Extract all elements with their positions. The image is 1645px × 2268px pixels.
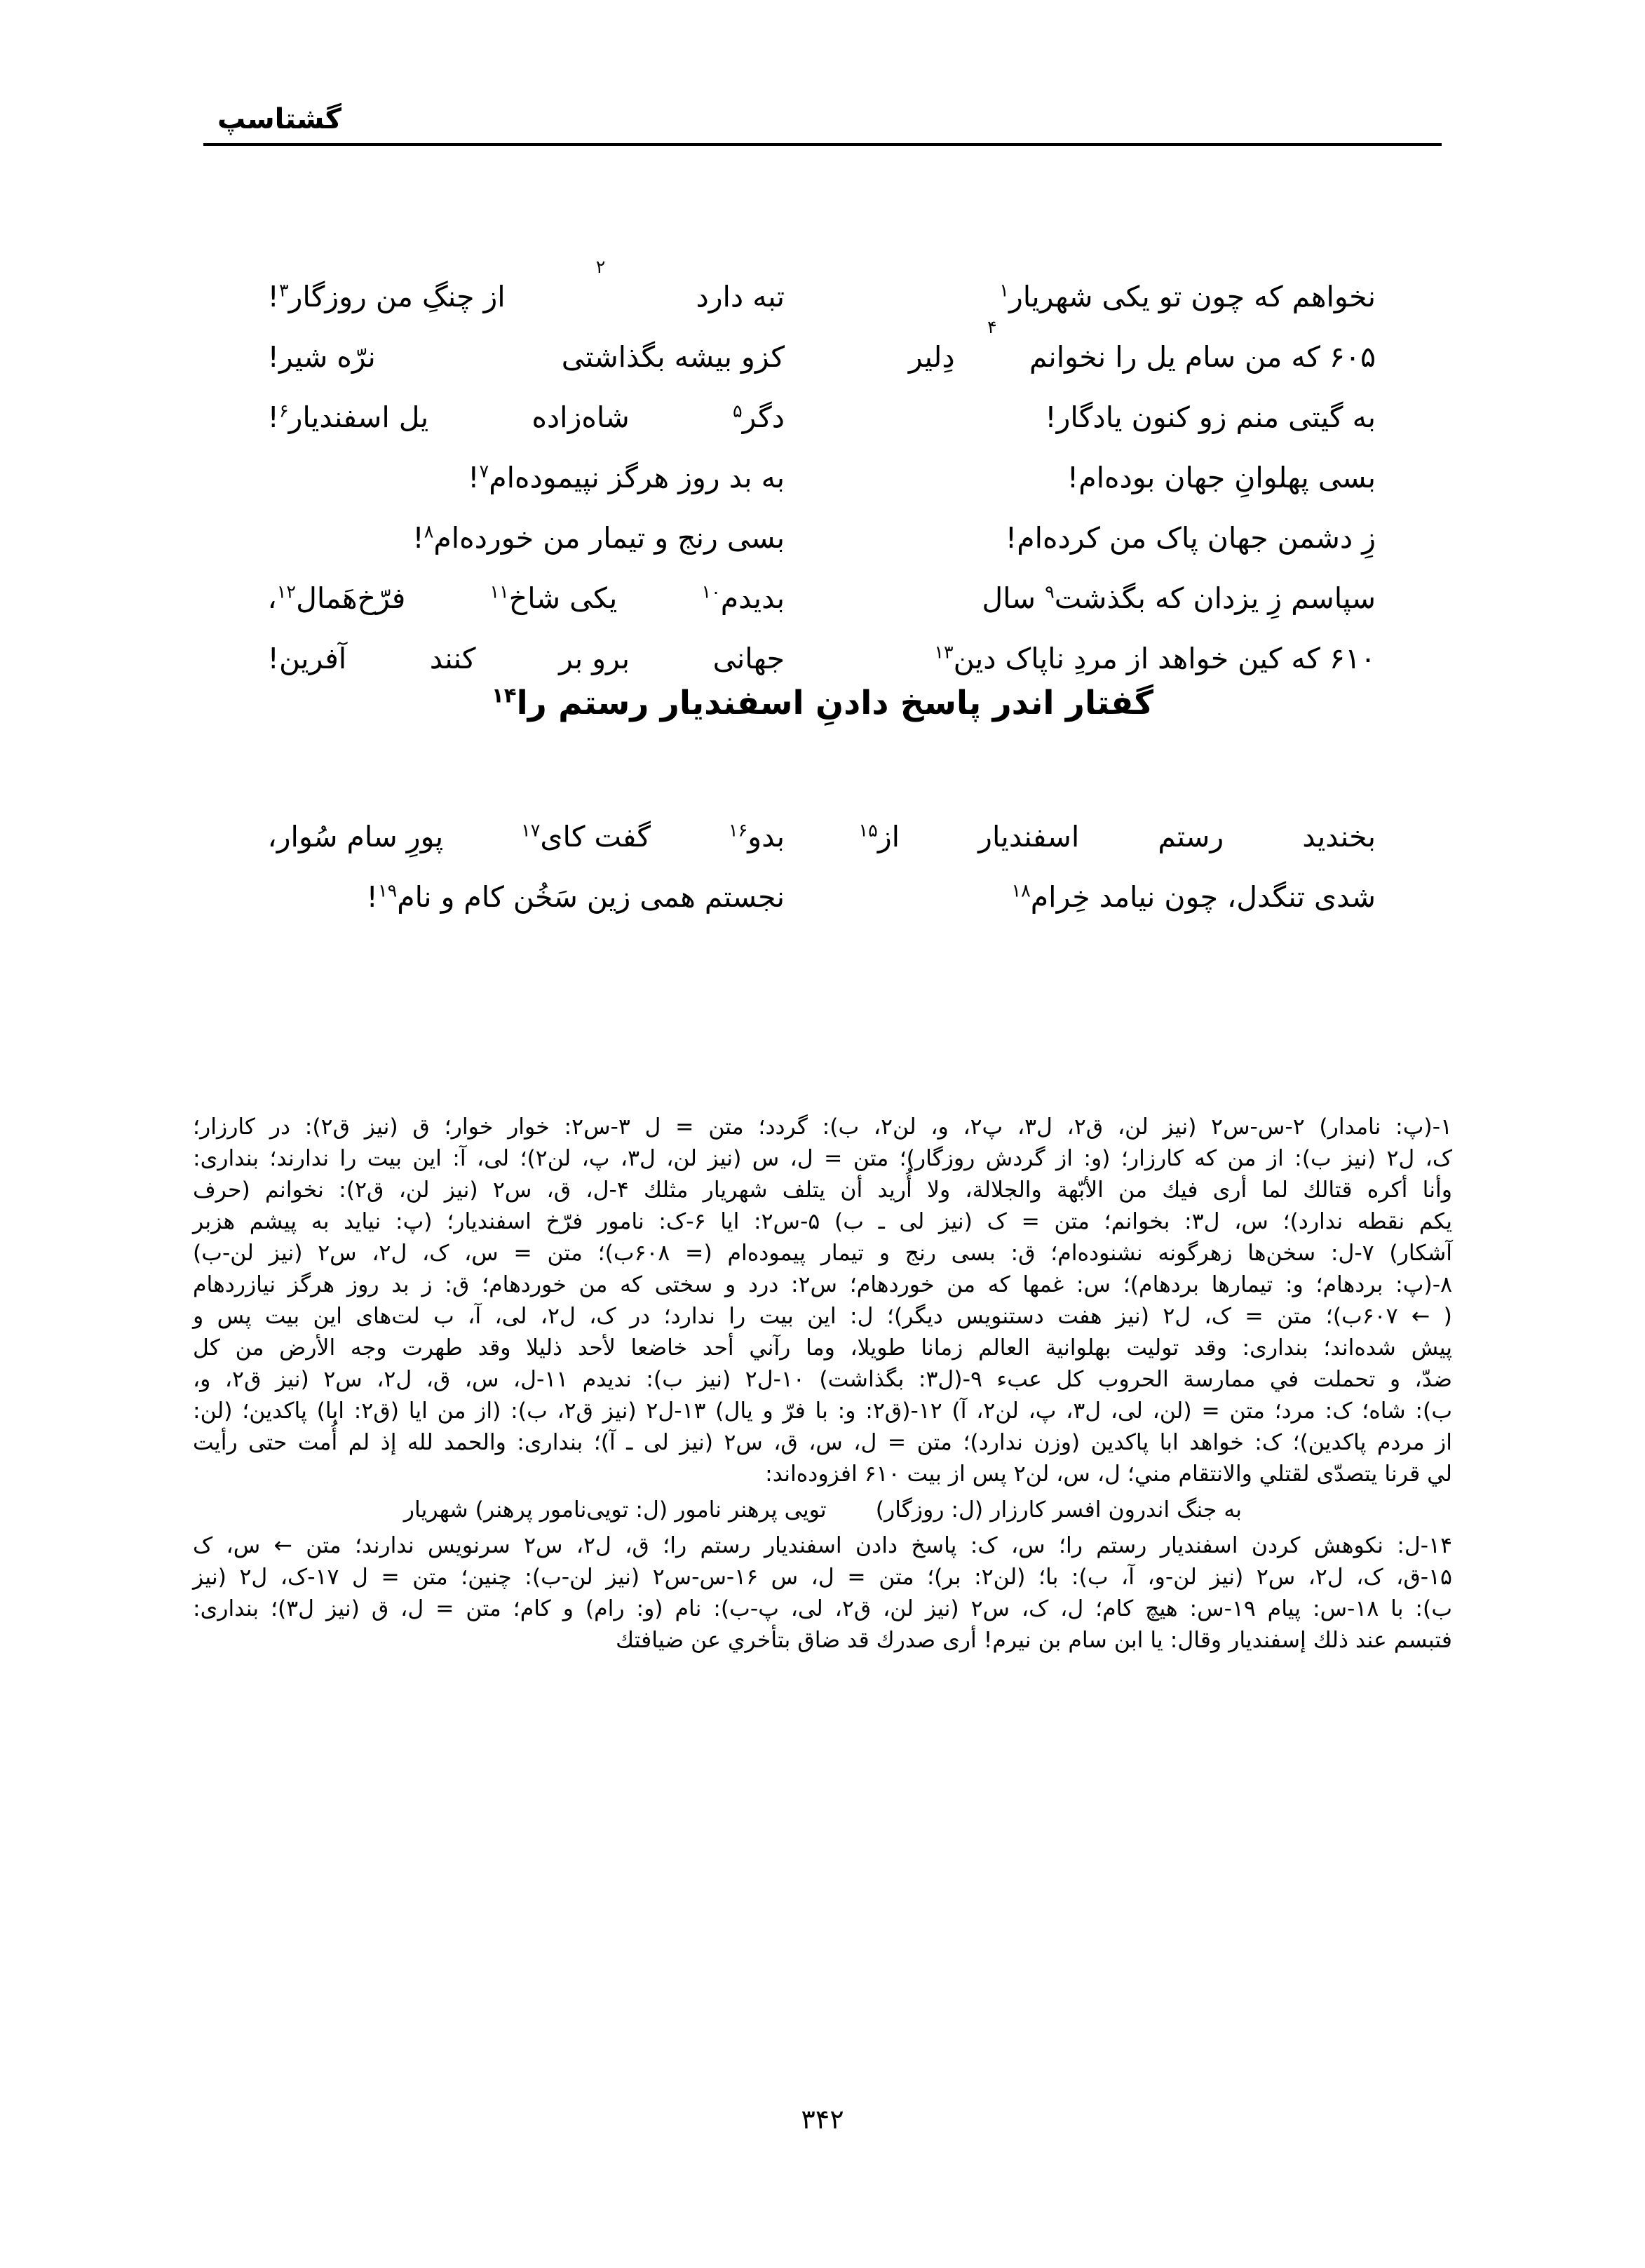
hemistich-left	[229, 387, 820, 447]
hemistich-text: بسی رنج و تیمار من خورده‌ام	[433, 521, 785, 555]
footnote-marker: ۱۶	[728, 819, 748, 841]
page-number: ۳۴۲	[801, 2104, 844, 2135]
hemistich-right	[820, 387, 1379, 447]
hemistich-right	[820, 316, 1379, 387]
apparatus-line: ۱۵-ق، ک، ل۲، س۲ (نیز لن-و، آ، ب): با؛ (لن۲: بر)؛ متن = ل، س ۱۶-س-س۲ (نیز لن-ب): چنین؛ متن = ل ۱۷-ک، ل۲ (نیز	[193, 1565, 1452, 1590]
footnote-marker: ۸	[424, 520, 434, 542]
apparatus-line: ب): شاه؛ ک: مرد؛ متن = (لن، لی، ل۳، پ، لن۲، آ) ۱۲-(ق۲: و: با فرّ و یال) ۱۳-ل۲ (نیز ق۲، ب): (از من ایا (ق۲: ابا) پاکدین؛ (لن:	[193, 1398, 1452, 1424]
hemistich-text: تبه دارد	[696, 280, 785, 313]
apparatus-line: ۱-(پ: نامدار) ۲-س-س۲ (نیز لن، ق۲، ل۳، پ۲، و، لن۲، ب): گردد؛ متن = ل ۳-س۲: خوار خوار؛ ق (نیز ق۲): در کارزار؛	[193, 1114, 1452, 1140]
hemistich-left	[229, 327, 820, 387]
apparatus-line: لي قرنا يتصدّى لقتلي والانتقام مني؛ ل، س، لن۲ پس از بیت ۶۱۰ افزوده‌اند:	[765, 1462, 1452, 1487]
hemistich-left	[229, 447, 820, 508]
footnote-marker: ۱۲	[276, 581, 297, 602]
apparatus-line: ب): با ۱۸-س: پیام ۱۹-س: هیچ کام؛ ل، ک، س۲ (نیز لن، ق۲، لی، پ-ب): نام (و: رام) و کام؛ متن = ل، ق (نیز ل۳)؛ بنداری:	[193, 1596, 1452, 1621]
hemistich-text: شدی تنگدل، چون نیامد خِرام	[1030, 880, 1376, 914]
apparatus-verse-hemistich-right: به جنگ اندرون افسر کارزار (ل: روزگار)	[875, 1497, 1242, 1523]
hemistich-suffix: !	[267, 280, 279, 313]
header-divider	[203, 143, 1442, 146]
hemistich-text: نرّه شیر!	[267, 340, 376, 374]
apparatus-line: ۸-(پ: بردهام؛ و: تیمارها بردهام)؛ س: غمها که من خوردهام؛ س۲: درد و سختی که من خوردهام؛ ق: ز بد روز هرگز نیازردهام	[193, 1272, 1453, 1297]
verse-couplet	[266, 316, 1379, 387]
hemistich-text: از	[877, 820, 900, 853]
hemistich-text: کنند	[429, 642, 476, 675]
hemistich-text: بخندید	[1302, 820, 1376, 853]
apparatus-line: ک، ل۲ (نیز ب): از من که کارزار؛ (و: از گردش روزگار)؛ متن = ل، س (نیز لن، ل۳، پ، لن۲)؛ لی، آ: این بیت را ندارند؛ بنداری:	[193, 1146, 1453, 1171]
hemistich-text: نخواهم که چون تو یکی شهریار	[1008, 280, 1376, 313]
hemistich-text: رستم	[1158, 820, 1224, 853]
hemistich-suffix: !	[366, 880, 378, 914]
hemistich-text: ۶۱۰ که کین خواهد از مردِ ناپاک دین	[953, 642, 1376, 675]
verse-couplet	[266, 628, 1379, 689]
apparatus-line: فتبسم عند ذلك إسفنديار وقال: يا ابن سام بن نيرم! أرى صدرك قد ضاق بتأخري عن ضيافتك	[616, 1628, 1452, 1653]
apparatus-inline-verse	[193, 1490, 1452, 1530]
hemistich-text: از چنگِ من روزگار	[288, 280, 506, 313]
hemistich-suffix: سال	[982, 581, 1045, 615]
verse-couplet	[266, 568, 1379, 628]
hemistich-left	[229, 568, 820, 628]
apparatus-line: ۱۴-ل: نکوهش کردن اسفندیار رستم را؛ س، ک: پاسخ دادن اسفندیار رستم را؛ ق، ل۲، س۲ سرنویس ندارند؛ متن ← س، ک	[193, 1533, 1453, 1558]
footnote-marker: ۱۳	[934, 641, 954, 663]
hemistich-text: یکی شاخ	[508, 581, 618, 615]
footnote-marker: ۹	[1045, 581, 1055, 602]
hemistich-text: فرّخ‌هَمال	[296, 581, 406, 615]
hemistich-text: شاه‌زاده	[532, 400, 630, 434]
hemistich-text: آفرین!	[267, 642, 347, 675]
critical-apparatus	[193, 1112, 1452, 1656]
hemistich-text: گفت کای	[540, 820, 651, 853]
verse-couplet	[266, 867, 1379, 927]
apparatus-line: وأنا أكره قتالك لما أرى فيك من الأبّهة والجلالة، ولا أُريد أن يتلف شهريار مثلك ۴-ل، ق، س۲ (نیز لن، ق۲): نخوانم (حرف	[193, 1177, 1452, 1203]
footnote-marker: ۱	[999, 279, 1009, 301]
verse-couplet	[266, 256, 1379, 327]
footnote-marker: ۳	[278, 279, 289, 301]
hemistich-text: جهانی	[712, 642, 785, 675]
footnote-marker: ۴	[987, 316, 997, 337]
hemistich-text: به بد روز هرگز نپیموده‌ام	[489, 461, 785, 494]
footnote-marker: ۵	[732, 400, 743, 421]
verse-section-one	[266, 256, 1379, 689]
hemistich-suffix: !	[468, 461, 480, 494]
running-title: گشتاسپ	[217, 103, 341, 135]
hemistich-right	[820, 568, 1379, 628]
hemistich-text: دگر	[742, 400, 785, 434]
hemistich-right	[820, 266, 1379, 327]
verse-couplet	[266, 387, 1379, 447]
hemistich-text: زِ دشمن جهان پاک من کرده‌ام!	[1005, 521, 1376, 555]
hemistich-text: یل اسفندیار	[288, 400, 429, 434]
verse-section-two	[266, 806, 1379, 927]
verse-couplet	[266, 447, 1379, 508]
hemistich-suffix: دِلیر	[908, 340, 955, 374]
hemistich-suffix: ،	[267, 581, 277, 615]
section-heading	[0, 684, 1645, 722]
hemistich-text: بدو	[747, 820, 785, 853]
hemistich-text: ۶۰۵ که من سام یل را نخوانم	[1029, 340, 1376, 374]
verse-couplet	[266, 508, 1379, 568]
footnote-marker: ۱۴	[492, 683, 517, 708]
apparatus-line: آشکار) ۷-ل: سخن‌ها زهرگونه نشنوده‌ام؛ ق: بسی رنج و تیمار پیموده‌ام (= ۶۰۸ب)؛ متن = س، ک، ل۲، س۲ (نیز لن-ب)	[193, 1241, 1453, 1266]
hemistich-text: بسی پهلوانِ جهان بوده‌ام!	[1067, 461, 1376, 494]
apparatus-line: ضدّ، و تحملت في ممارسة الحروب كل عبء ۹-(ل۳: بگذاشت) ۱۰-ل۲ (نیز ب): ندیدم ۱۱-ل، س، ق، ل۲، س۲ (نیز ق۲، و،	[193, 1367, 1453, 1392]
hemistich-text: بدیدم	[720, 581, 785, 615]
footnote-marker: ۱۰	[701, 581, 721, 602]
footnote-marker: ۱۸	[1011, 879, 1031, 901]
page-header	[203, 105, 1442, 182]
footnote-marker: ۲	[595, 256, 606, 277]
verse-couplet	[266, 806, 1379, 867]
hemistich-right	[820, 628, 1379, 689]
hemistich-right	[820, 867, 1379, 927]
hemistich-text: نجستم همی زین سَخُن کام و نام	[397, 880, 785, 914]
hemistich-text: اسفندیار	[978, 820, 1080, 853]
hemistich-text: به گیتی منم زو کنون یادگار!	[1045, 400, 1376, 434]
footnote-marker: ۱۵	[858, 819, 878, 841]
hemistich-left	[229, 867, 820, 927]
section-heading-text: گفتار اندر پاسخ دادنِ اسفندیار رستم را	[516, 684, 1153, 722]
hemistich-text: برو بر	[559, 642, 630, 675]
hemistich-left	[229, 256, 820, 327]
apparatus-line: از مردم پاکدین)؛ ک: خواهد ابا پاکدین (وزن ندارد)؛ متن = ل، س، ق، س۲ (نیز لی ـ آ)؛ بنداری: والحمد لله إذ لم أُمت حتى رأيت	[193, 1430, 1453, 1455]
footnote-marker: ۷	[479, 460, 489, 482]
hemistich-suffix: !	[412, 521, 424, 555]
apparatus-line: یکم نقطه ندارد)؛ س، ل۳: بخوانم؛ متن = ک (نیز لی ـ ب) ۵-س۲: ایا ۶-ک: نامور فرّخ اسفندیار؛ (پ: نیاید به پیشم هزبر	[193, 1209, 1452, 1234]
hemistich-text: سپاسم زِ یزدان که بگذشت	[1054, 581, 1376, 615]
hemistich-text: پورِ سام سُوار،	[267, 820, 444, 853]
footnote-marker: ۱۹	[377, 879, 398, 901]
hemistich-left	[229, 508, 820, 568]
apparatus-verse-hemistich-left: تویی پرهنر نامور (ل: تویی‌نامور پرهنر) شهریار	[403, 1497, 827, 1523]
hemistich-left	[229, 806, 820, 867]
hemistich-text: کزو بیشه بگذاشتی	[561, 340, 785, 374]
footnote-marker: ۱۷	[521, 819, 541, 841]
apparatus-line: ( ← ۶۰۷ب)؛ متن = ک، ل۲ (نیز هفت دستنویس دیگر)؛ ل: این بیت را ندارد؛ در ک، ل۲، لی، آ، ب لت‌های این بیت پس و	[193, 1304, 1452, 1329]
hemistich-suffix: !	[267, 400, 279, 434]
hemistich-right	[820, 447, 1379, 508]
hemistich-right	[820, 806, 1379, 867]
hemistich-left	[229, 628, 820, 689]
footnote-marker: ۱۱	[489, 581, 509, 602]
hemistich-right	[820, 508, 1379, 568]
apparatus-line: پیش شده‌اند؛ بنداری: وقد توليت بهلوانية العالم زمانا طويلا، وما رآني أحد خاضعا لأحد ذليلا وقد طهرت وجه الأرض من كل	[193, 1335, 1452, 1361]
footnote-marker: ۶	[278, 400, 289, 421]
